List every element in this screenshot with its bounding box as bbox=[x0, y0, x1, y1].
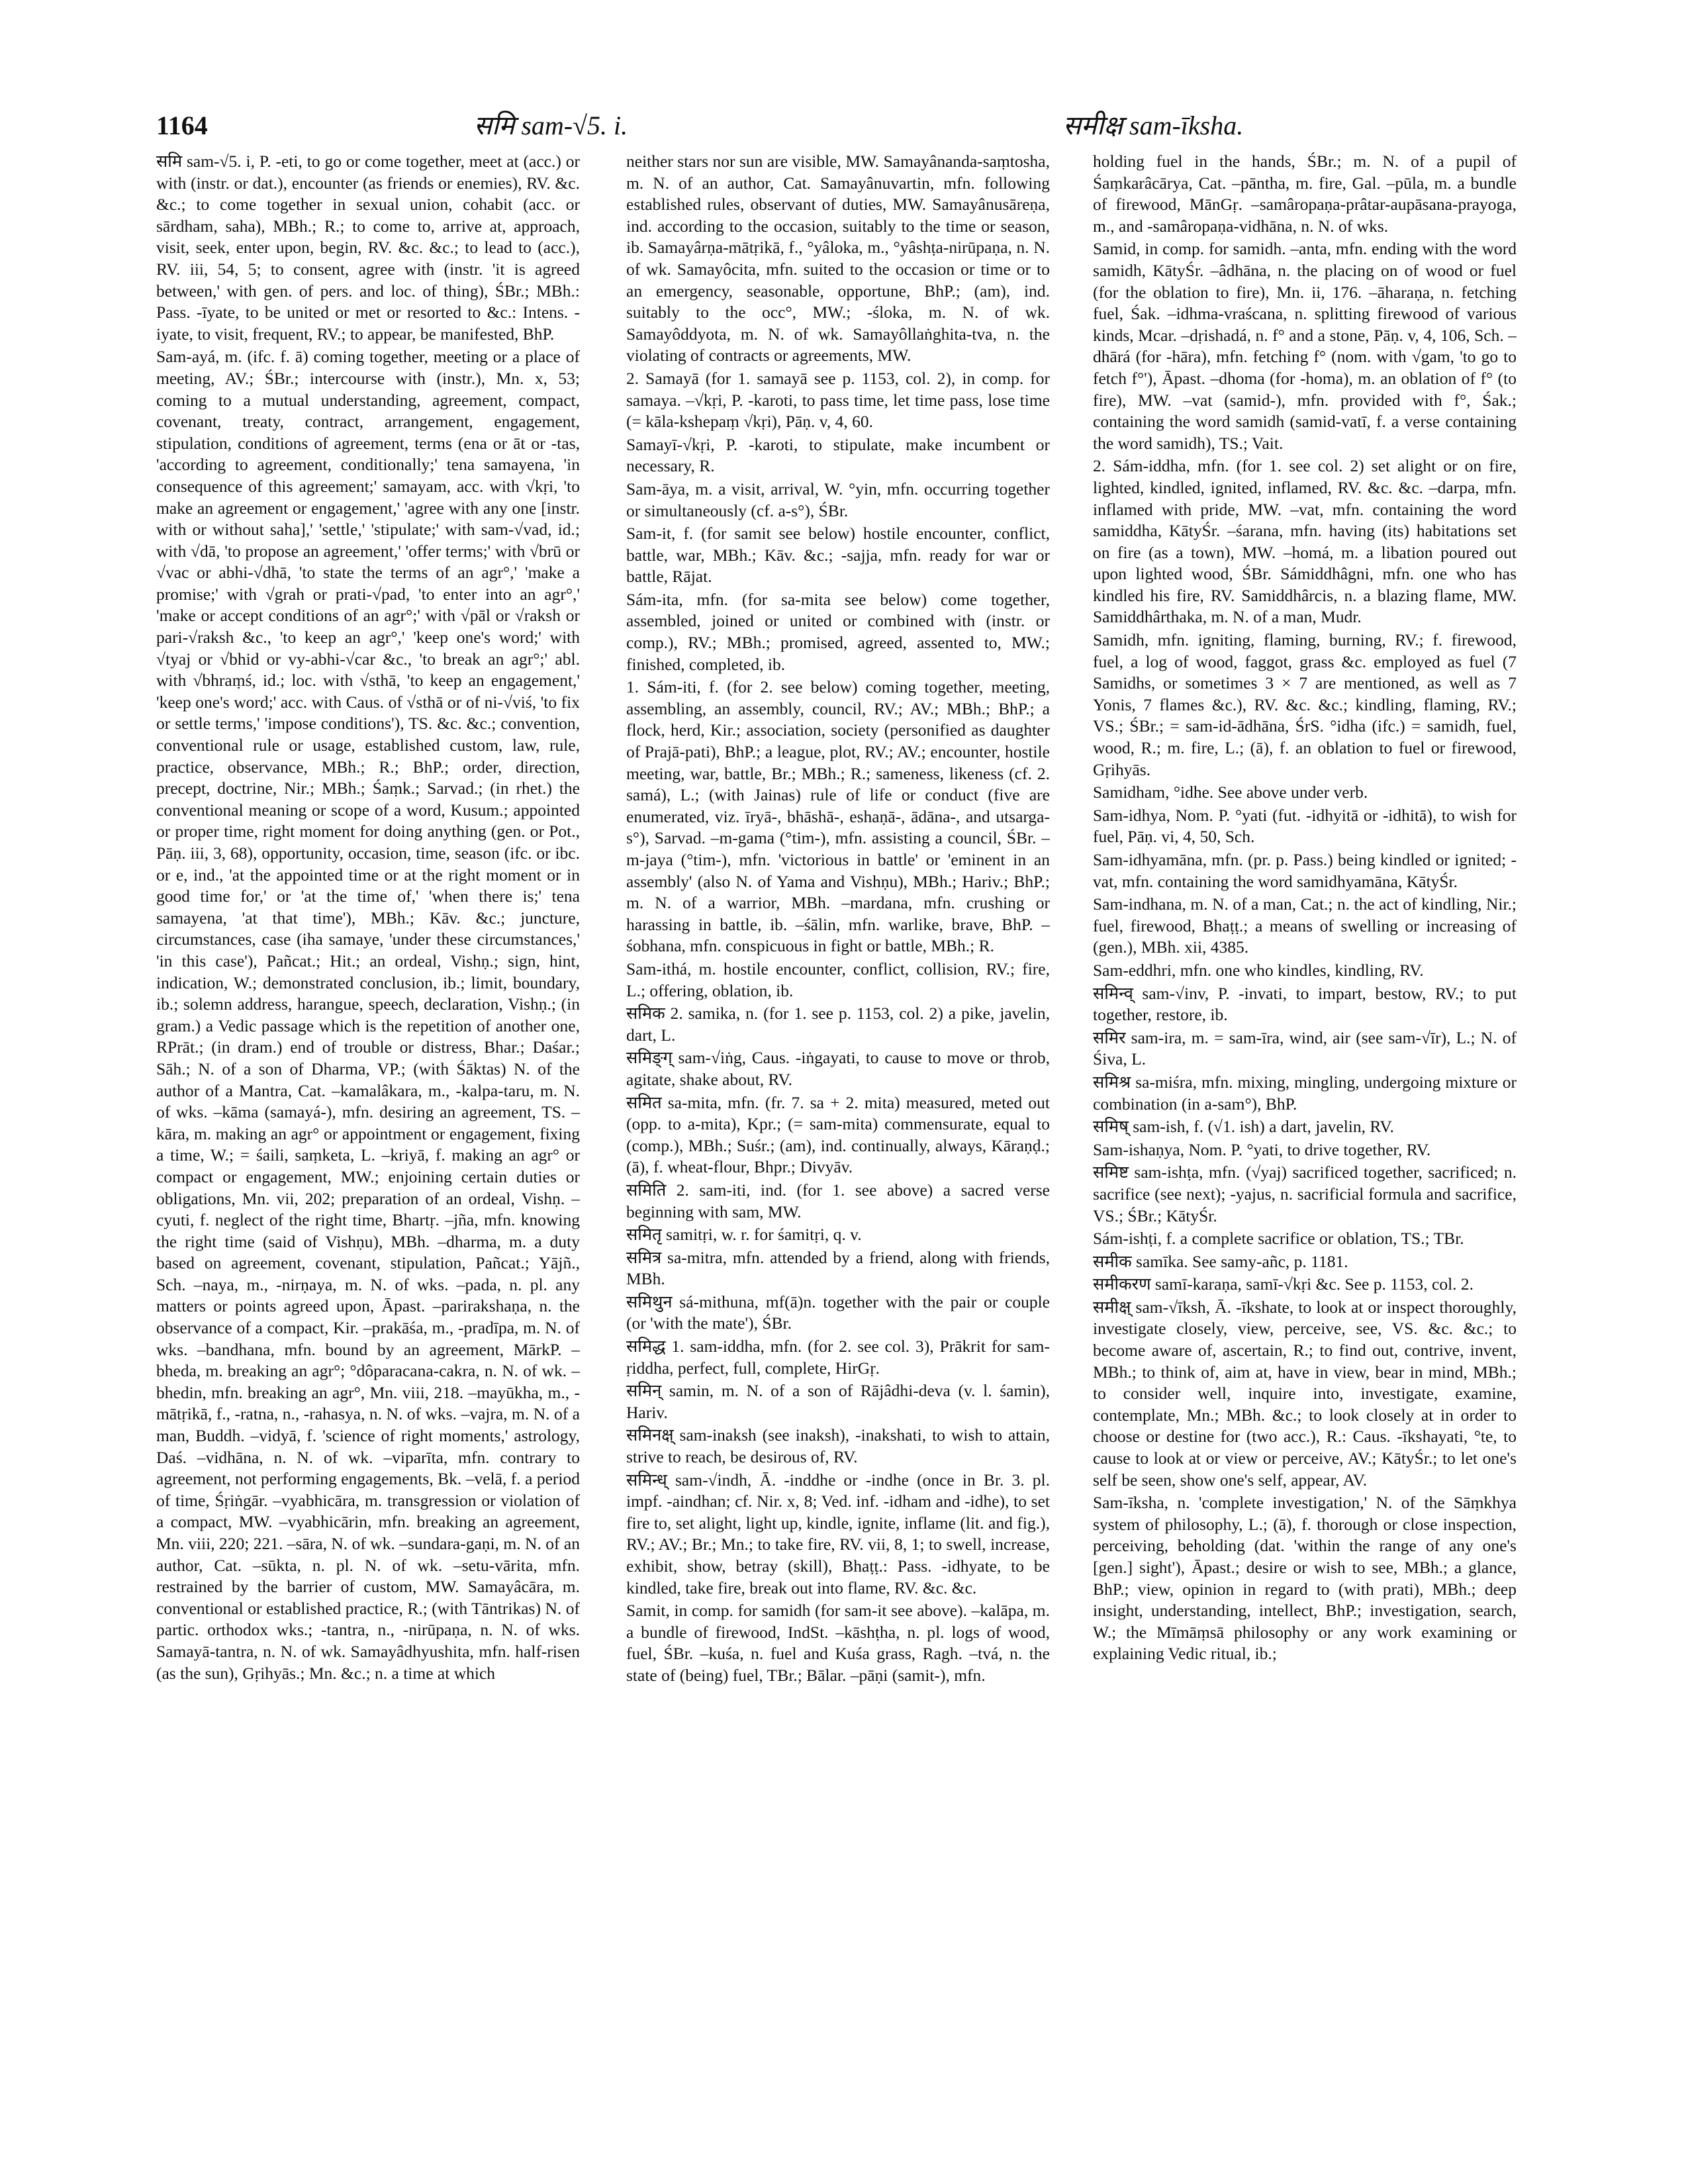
dictionary-entry: Sam-ishaṇya, Nom. P. °yati, to drive together, RV. bbox=[1093, 1139, 1431, 1159]
dictionary-entry: समित sa-mita, mfn. (fr. 7. sa + 2. mita) measured, meted out (opp. to a-mita), Kpr.; (= sam-mita) commensurate, equal to (comp.), MBh.; Suśr.; (am), ind. continually, always, Kāraṇḍ.; (ā), f. wheat-flour, Bhpr.; Divyāv. bbox=[626, 1092, 1050, 1177]
dictionary-entry: holding fuel in the hands, ŚBr.; m. N. of a pupil of Śaṃkarâcārya, Cat. –pāntha, m. fire, Gal. –pūla, m. a bundle of firewood, MānGṛ. –samâropaṇa-prâtar-aupāsana-prayoga, m., and -samâropaṇa-vidhāna, n. N. of wks. bbox=[1093, 152, 1517, 236]
dictionary-entry: 2. Sám-iddha, mfn. (for 1. see col. 2) set alight or on fire, lighted, kindled, ignited, inflamed, RV. &c. &c. –darpa, mfn. inflamed with pride, MW. –vat, mfn. containing the word samiddha, KātyŚr. –śarana, mfn. having (its) habitations set on fire (as a town), MW. –homá, m. a libation poured out upon lighted wood, ŚBr. Sámiddhâgni, mfn. one who has kindled his fire, RV. Samiddhârcis, n. a blazing flame, MW. Samiddhârthaka, m. N. of a man, Mudr. bbox=[1093, 456, 1517, 627]
dictionary-entry: समिर sam-ira, m. = sam-īra, wind, air (see sam-√īr), L.; N. of Śiva, L. bbox=[1093, 1027, 1517, 1069]
dictionary-entry: समीक samīka. See samy-añc, p. 1181. bbox=[1093, 1251, 1348, 1271]
dictionary-entry: समिन्व् sam-√inv, P. -invati, to impart, bestow, RV.; to put together, restore, ib. bbox=[1093, 983, 1517, 1025]
dictionary-entry: Samit, in comp. for samidh (for sam-it see above). –kalāpa, m. a bundle of firewood, IndSt. –kāshṭha, n. pl. logs of wood, fuel, ŚBr. –kuśa, n. fuel and Kuśa grass, Ragh. –tvá, n. the state of (being) fuel, TBr.; Bālar. –pāṇi (samit-), mfn. bbox=[626, 1601, 1050, 1685]
dictionary-entry: समिष्ट sam-ishṭa, mfn. (√yaj) sacrificed together, sacrificed; n. sacrifice (see next); -yajus, n. sacrificial formula and sacrifice, VS.; ŚBr.; KātyŚr. bbox=[1093, 1163, 1517, 1225]
dictionary-entry: समिथुन sá-mithuna, mf(ā)n. together with the pair or couple (or 'with the mate'), ŚBr. bbox=[626, 1292, 1050, 1333]
dictionary-entry: समिक 2. samika, n. (for 1. see p. 1153, col. 2) a pike, javelin, dart, L. bbox=[626, 1004, 1050, 1045]
dictionary-entry: Sam-īksha, n. 'complete investigation,' N. of the Sāṃkhya system of philosophy, L.; (ā), f. thorough or close inspection, perceiving, beholding (dat. 'within the range of any one's [gen.] sight'), Āpast.; desire or wish to see, MBh.; a glance, BhP.; view, opinion in regard to (with prati), MBh.; deep insight, understanding, intellect, BhP.; investigation, search, W.; the Mīmāṃsā philosophy or any work examining or explaining Vedic ritual, ib.; bbox=[1093, 1493, 1517, 1664]
page-header bbox=[156, 105, 1517, 147]
dictionary-entry: 2. Samayā (for 1. samayā see p. 1153, col. 2), in comp. for samaya. –√kṛi, P. -karoti, to pass time, let time pass, lose time (= kāla-kshepaṃ √kṛi), Pāṇ. v, 4, 60. bbox=[626, 368, 1050, 432]
column-2 bbox=[626, 151, 1050, 2144]
dictionary-entry: Sam-idhyamāna, mfn. (pr. p. Pass.) being kindled or ignited; -vat, mfn. containing the word samidhyamāna, KātyŚr. bbox=[1093, 850, 1517, 891]
dictionary-entry: Sam-indhana, m. N. of a man, Cat.; n. the act of kindling, Nir.; fuel, firewood, Bhaṭṭ.; a means of swelling or increasing of (gen.), MBh. xii, 4385. bbox=[1093, 894, 1517, 957]
dictionary-entry: Samayī-√kṛi, P. -karoti, to stipulate, make incumbent or necessary, R. bbox=[626, 434, 1050, 476]
dictionary-entry: समिनक्ष् sam-inaksh (see inaksh), -inakshati, to wish to attain, strive to reach, be desirous of, RV. bbox=[626, 1425, 1050, 1467]
dictionary-entry: Samidh, mfn. igniting, flaming, burning, RV.; f. firewood, fuel, a log of wood, faggot, grass &c. employed as fuel (7 Samidhs, or sometimes 3 × 7 are mentioned, as well as 7 Yonis, 7 flames &c.), RV. &c. &c.; kindling, flaming, RV.; VS.; ŚBr.; = sam-id-ādhāna, ŚrS. °idha (ifc.) = samidh, fuel, wood, R.; m. fire, L.; (ā), f. an oblation to fuel or firewood, Gṛihyās. bbox=[1093, 630, 1517, 779]
dictionary-entry: समिति 2. sam-iti, ind. (for 1. see above) a sacred verse beginning with sam, MW. bbox=[626, 1180, 1050, 1221]
column-1 bbox=[156, 151, 580, 2144]
dictionary-entry: Sam-it, f. (for samit see below) hostile encounter, conflict, battle, war, MBh.; Kāv. &c.; -sajja, mfn. ready for war or battle, Rājat. bbox=[626, 524, 1050, 587]
dictionary-entry: समिङ्ग् sam-√iṅg, Caus. -iṅgayati, to cause to move or throb, agitate, shake about, RV. bbox=[626, 1048, 1050, 1089]
dictionary-entry: Sam-ithá, m. hostile encounter, conflict, collision, RV.; fire, L.; offering, oblation, ib. bbox=[626, 959, 1050, 1000]
dictionary-entry: Sam-idhya, Nom. P. °yati (fut. -idhyitā or -idhitā), to wish for fuel, Pāṇ. vi, 4, 50, Sch. bbox=[1093, 805, 1517, 847]
dictionary-entry: समिश्र sa-miśra, mfn. mixing, mingling, undergoing mixture or combination (in a-sam°), BhP. bbox=[1093, 1072, 1517, 1114]
text-columns bbox=[156, 151, 1517, 2144]
dictionary-entry: 1. Sám-iti, f. (for 2. see below) coming together, meeting, assembling, an assembly, council, RV.; AV.; MBh.; BhP.; a flock, herd, Kir.; association, society (personified as daughter of Prajā-pati), BhP.; a league, plot, RV.; AV.; encounter, hostile meeting, war, battle, Br.; MBh.; R.; sameness, likeness (cf. 2. samá), L.; (with Jainas) rule of life or conduct (five are enumerated, viz. īryā-, bhāshā-, eshaṇā-, ādāna-, and utsarga-s°), Sarvad. –m-gama (°tim-), mfn. assisting a council, ŚBr. –m-jaya (°tim-), mfn. 'victorious in battle' or 'eminent in an assembly' (also N. of Yama and Vishṇu), MBh.; Hariv.; BhP.; m. N. of a warrior, MBh. –mardana, mfn. crushing or harassing in battle, ib. –śālin, mfn. warlike, brave, BhP. –śobhana, mfn. conspicuous in fight or battle, MBh.; R. bbox=[626, 677, 1050, 956]
dictionary-entry: समिन् samin, m. N. of a son of Rājâdhi-deva (v. l. śamin), Hariv. bbox=[626, 1381, 1050, 1422]
left-running-headword: समि sam-√5. i. bbox=[474, 111, 628, 140]
dictionary-entry: neither stars nor sun are visible, MW. Samayânanda-saṃtosha, m. N. of an author, Cat. Samayânuvartin, mfn. following established rules, observant of duties, MW. Samayânusāreṇa, ind. according to the occasion, suitably to the time or season, ib. Samayârṇa-mātṛikā, f., °yâloka, m., °yâshṭa-nirūpaṇa, n. N. of wk. Samayôcita, mfn. suited to the occasion or time or to an emergency, seasonable, opportune, BhP.; (am), ind. suitably to the occ°, MW.; -śloka, m. N. of wk. Samayôddyota, m. N. of wk. Samayôllaṅghita-tva, n. the violating of contracts or agreements, MW. bbox=[626, 152, 1050, 365]
dictionary-entry: Sám-ita, mfn. (for sa-mita see below) come together, assembled, joined or united or combined with (instr. or comp.), RV.; MBh.; promised, agreed, assented to, MW.; finished, completed, ib. bbox=[626, 589, 1050, 674]
dictionary-entry: समिन्ध् sam-√indh, Ā. -inddhe or -indhe (once in Br. 3. pl. impf. -aindhan; cf. Nir. x, 8; Ved. inf. -idham and -idhe), to set fire to, set alight, light up, kindle, ignite, inflame (lit. and fig.), RV.; AV.; Br.; Mn.; to take fire, RV. vii, 8, 1; to swell, increase, exhibit, show, betray (skill), Bhaṭṭ.: Pass. -idhyate, to be kindled, take fire, break out into flame, RV. &c. &c. bbox=[626, 1470, 1050, 1597]
dictionary-entry: Sam-eddhri, mfn. one who kindles, kindling, RV. bbox=[1093, 960, 1424, 980]
dictionary-entry: समीक्ष् sam-√īksh, Ā. -īkshate, to look at or inspect thoroughly, investigate closely, view, perceive, see, VS. &c. &c.; to become aware of, ascertain, R.; to find out, contrive, invent, MBh.; to think of, aim at, have in view, bear in mind, MBh.; to consider well, inquire into, investigate, examine, contemplate, Mn.; MBh. &c.; to look closely at in order to choose or destine for (two acc.), R.: Caus. -īkshayati, °te, to cause to look at or view or perceive, AV.; KātyŚr.; to let one's self be seen, show one's self, appear, AV. bbox=[1093, 1297, 1517, 1490]
page-number: 1164 bbox=[156, 111, 208, 140]
dictionary-entry: Sam-āya, m. a visit, arrival, W. °yin, mfn. occurring together or simultaneously (cf. a-s°), ŚBr. bbox=[626, 479, 1050, 520]
dictionary-entry: Sám-ishṭi, f. a complete sacrifice or oblation, TS.; TBr. bbox=[1093, 1229, 1464, 1249]
dictionary-entry: Samid, in comp. for samidh. –anta, mfn. ending with the word samidh, KātyŚr. –âdhāna, n. the placing on of wood or fuel (for the oblation to fire), Mn. ii, 176. –āharaṇa, n. fetching fuel, Śak. –idhma-vraścana, n. splitting firewood of various kinds, Mcar. –dṛishadá, n. f° and a stone, Pāṇ. v, 4, 106, Sch. –dhārá (for -hāra), mfn. fetching f° (nom. with √gam, 'to go to fetch f°'), Āpast. –dhoma (for -homa), m. an oblation of f° (to fire), MW. –vat (samid-), mfn. provided with f°, Śak.; containing the word samidh (samid-vatī, f. a verse containing the word samidh), TS.; Vait. bbox=[1093, 239, 1517, 453]
dictionary-entry: समीकरण samī-karaṇa, samī-√kṛi &c. See p. 1153, col. 2. bbox=[1093, 1274, 1474, 1294]
dictionary-entry: समित्र sa-mitra, mfn. attended by a friend, along with friends, MBh. bbox=[626, 1247, 1050, 1289]
column-3 bbox=[1093, 151, 1517, 2144]
dictionary-entry: Sam-ayá, m. (ifc. f. ā) coming together, meeting or a place of meeting, AV.; ŚBr.; intercourse with (instr.), Mn. x, 53; coming to a mutual understanding, agreement, compact, covenant, treaty, contract, arrangement, engagement, stipulation, conditions of agreement, terms (ena or āt or -tas, 'according to agreement, conditionally;' tena samayena, 'in consequence of this agreement;' samayam, acc. with √kṛi, 'to make an agreement or engagement,' 'agree with any one [instr. with or without saha],' 'settle,' 'stipulate;' with sam-√vad, id.; with √dā, 'to propose an agreement,' 'offer terms;' with √brū or √vac or abhi-√dhā, 'to state the terms of an agr°,' 'make a promise;' with √grah or prati-√pad, 'to enter into an agr°,' 'make or accept conditions of an agr°;' with √pāl or √raksh or pari-√raksh &c., 'to keep an agr°,' 'keep one's word;' with √tyaj or √bhid or vy-abhi-√car &c., 'to break an agr°;' abl. with √bhraṃś, id.; loc. with √sthā, 'to keep an engagement,' 'keep one's word;' acc. with Caus. of √sthā or of ni-√viś, 'to fix or settle terms,' 'impose conditions'), TS. &c. &c.; convention, conventional rule or usage, established custom, law, rule, practice, observance, MBh.; R.; BhP.; order, direction, precept, doctrine, Nir.; MBh.; Śaṃk.; Sarvad.; (in rhet.) the conventional meaning or scope of a word, Kusum.; appointed or proper time, right moment for doing anything (gen. or Pot., Pāṇ. iii, 3, 68), opportunity, occasion, time, season (ifc. or ibc. or e, ind., 'at the appointed time or at the right moment or in good time for,' or 'at the time of,' 'when there is;' tena samayena, 'at that time'), MBh.; Kāv. &c.; juncture, circumstances, case (iha samaye, 'under these circumstances,' 'in this case'), Pañcat.; Hit.; an ordeal, Vishṇ.; sign, hint, indication, W.; demonstrated conclusion, ib.; limit, boundary, ib.; solemn address, harangue, speech, declaration, Vishṇ.; (in gram.) a Vedic passage which is the repetition of another one, RPrāt.; (in dram.) end of trouble or distress, Bhar.; Daśar.; Sāh.; N. of a son of Dharma, VP.; (with Śāktas) N. of the author of a Mantra, Cat. –kamalâkara, m., -kalpa-taru, m. N. of wks. –kāma (samayá-), mfn. desiring an agreement, TS. –kāra, m. making an agr° or appointment or engagement, fixing a time, W.; = śaili, saṃketa, L. –kriyā, f. making an agr° or compact or engagement, MW.; enjoining certain duties or obligations, Mn. vii, 202; preparation of an ordeal, Vishṇ. –cyuti, f. neglect of the right time, Bhartṛ. –jña, mfn. knowing the right time (said of Vishṇu), MBh. –dharma, m. a duty based on agreement, covenant, stipulation, Pañcat.; Yājñ., Sch. –naya, m., -nirṇaya, m. N. of wks. –pada, n. pl. any matters or points agreed upon, Āpast. –parirakshaṇa, n. the observance of a compact, Kir. –prakāśa, m., -pradīpa, m. N. of wks. –bandhana, mfn. bound by an agreement, MārkP. –bheda, m. breaking an agr°; °dôparacana-cakra, n. N. of wk. –bhedin, mfn. breaking an agr°, Mn. viii, 218. –mayūkha, m., -mātṛikā, f., -ratna, n., -rahasya, n. N. of wks. –vajra, m. N. of a man, Buddh. –vidyā, f. 'science of right moments,' astrology, Daś. –vidhāna, n. N. of wk. –viparīta, mfn. contrary to agreement, not performing engagements, Bk. –velā, f. a period of time, Śṛiṅgār. –vyabhicāra, m. transgression or violation of a compact, MW. –vyabhicārin, mfn. breaking an agreement, Mn. viii, 220; 221. –sāra, N. of wk. –sundara-gaṇi, m. N. of an author, Cat. –sūkta, n. pl. N. of wk. –setu-vārita, mfn. restrained by the barrier of custom, MW. Samayâcāra, m. conventional or established practice, R.; (with Tāntrikas) N. of partic. orthodox wks.; -tantra, n., -nirūpaṇa, n. N. of wks. Samayā-tantra, n. N. of wk. Samayâdhyushita, mfn. half-risen (as the sun), Gṛihyās.; Mn. &c.; n. a time at which bbox=[156, 347, 580, 1683]
dictionary-entry: समिष् sam-ish, f. (√1. ish) a dart, javelin, RV. bbox=[1093, 1117, 1394, 1137]
right-running-headword: समीक्ष sam-īksha. bbox=[1063, 111, 1244, 140]
dictionary-entry: Samidham, °idhe. See above under verb. bbox=[1093, 783, 1368, 802]
dictionary-entry: समि sam-√5. i, P. -eti, to go or come together, meet at (acc.) or with (instr. or dat.), encounter (as friends or enemies), RV. &c. &c.; to come together in sexual union, cohabit (acc. or sārdham, saha), MBh.; R.; to come to, arrive at, approach, visit, seek, enter upon, begin, RV. &c. &c.; to lead to (acc.), RV. iii, 54, 5; to consent, agree with (instr. 'it is agreed between,' with gen. of pers. and loc. of thing), ŚBr.; MBh.: Pass. -īyate, to be united or met or resorted to &c.: Intens. -iyate, to visit, frequent, RV.; to appear, be manifested, BhP. bbox=[156, 152, 580, 344]
dictionary-entry: समिद्ध 1. sam-iddha, mfn. (for 2. see col. 3), Prākrit for sam-ṛiddha, perfect, full, complete, HirGṛ. bbox=[626, 1337, 1050, 1378]
dictionary-entry: समितृ samitṛi, w. r. for śamitṛi, q. v. bbox=[626, 1225, 862, 1245]
